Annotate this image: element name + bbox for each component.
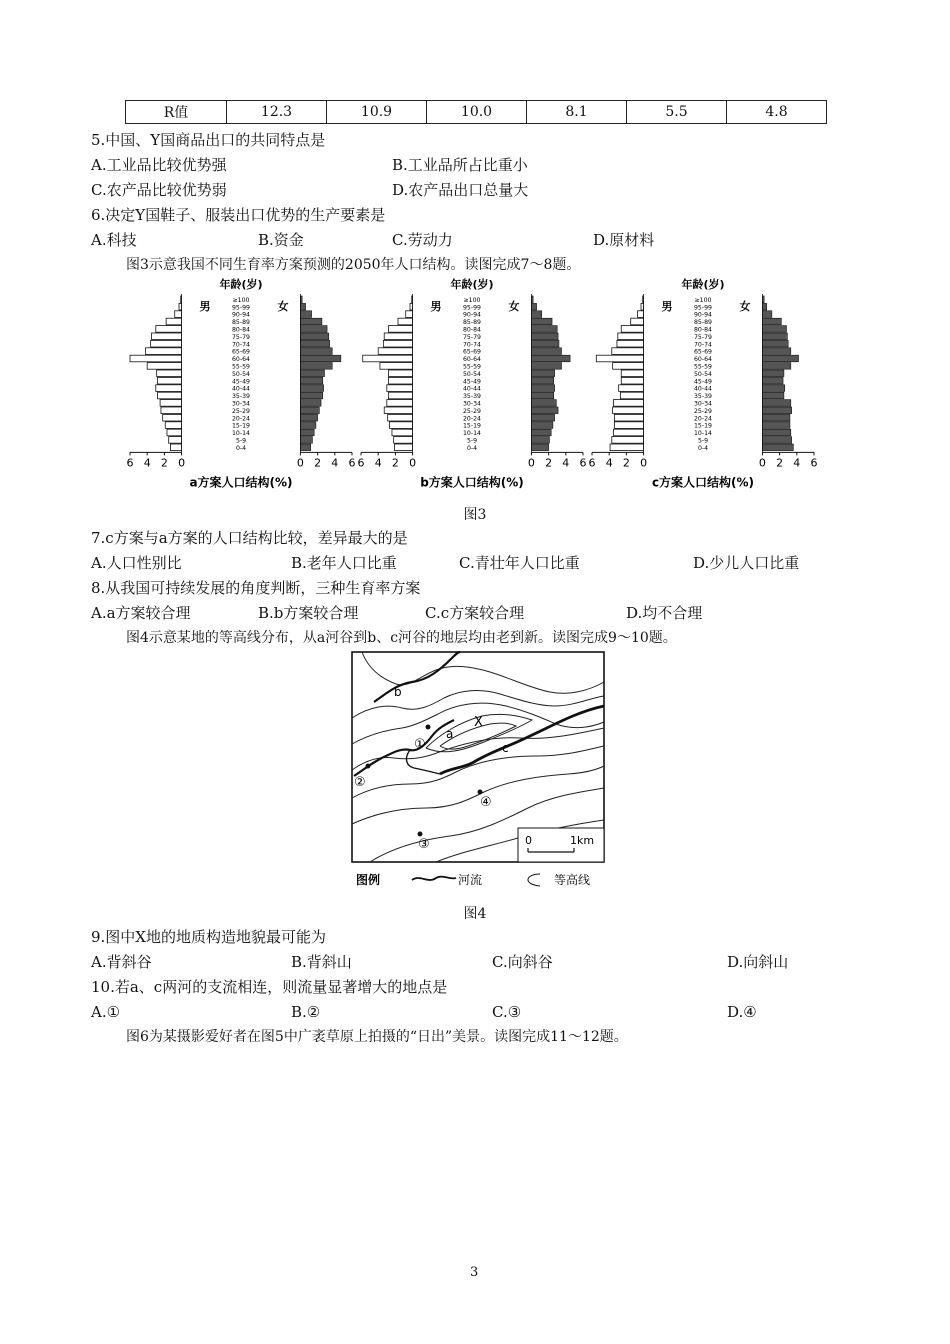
legend-river-symbol [412, 877, 456, 880]
male-bar [169, 437, 182, 444]
figure-6-intro: 图6为某摄影爱好者在图5中广袤草原上拍摄的“日出”美景。读图完成11～12题。 [126, 1029, 628, 1045]
question-10-stem: 10.若a、c两河的支流相连，则流量显著增大的地点是 [91, 978, 448, 996]
male-bar [158, 392, 182, 399]
male-bar [406, 311, 413, 318]
age-group-label: 80-84 [694, 326, 712, 334]
male-bar [158, 377, 182, 384]
q5-option-a: A.工业品比较优势强 [91, 156, 227, 174]
age-group-label: 0-4 [466, 444, 478, 452]
male-bar [384, 333, 412, 340]
q6-option-d: D.原材料 [593, 231, 655, 249]
r-cell: 5.5 [627, 101, 727, 124]
age-group-label: 55-59 [232, 363, 250, 371]
point-4-marker [478, 790, 483, 795]
female-bar [762, 326, 786, 333]
age-group-label: 0-4 [235, 444, 247, 452]
age-group-label: ≥100 [463, 296, 481, 304]
age-group-label: 25-29 [694, 407, 712, 415]
male-bar [151, 340, 182, 347]
q8-option-b: B.b方案较合理 [258, 604, 359, 622]
female-bar [300, 355, 340, 362]
figure-3-intro: 图3示意我国不同生育率方案预测的2050年人口结构。读图完成7～8题。 [126, 257, 581, 273]
female-bar [531, 400, 556, 407]
male-label: 男 [199, 300, 211, 313]
r-cell: 10.9 [327, 101, 427, 124]
x-tick-label: 2 [314, 456, 322, 470]
scale-km: 1km [570, 834, 595, 847]
female-bar [300, 363, 332, 370]
female-bar [762, 400, 790, 407]
male-bar [617, 340, 644, 347]
age-group-label: 0-4 [697, 444, 709, 452]
q9-option-b: B.背斜山 [291, 953, 352, 971]
x-tick-label: 6 [348, 456, 356, 470]
x-tick-label: 0 [296, 456, 304, 470]
female-bar [531, 422, 553, 429]
male-bar [388, 414, 413, 421]
male-bar [165, 422, 181, 429]
x-tick-label: 6 [126, 456, 134, 470]
female-label: 女 [739, 300, 751, 313]
x-tick-label: 2 [776, 456, 784, 470]
q6-option-b: B.资金 [258, 231, 304, 249]
table-row [126, 101, 827, 124]
q8-option-d: D.均不合理 [626, 604, 703, 622]
female-label: 女 [508, 300, 520, 313]
age-group-label: 20-24 [232, 415, 250, 423]
male-bar [156, 326, 182, 333]
age-group-label: 65-69 [463, 348, 481, 356]
female-bar [300, 348, 332, 355]
female-bar [762, 385, 784, 392]
r-cell: 8.1 [527, 101, 627, 124]
male-bar [157, 370, 182, 377]
female-bar [531, 377, 553, 384]
male-bar [167, 429, 182, 436]
age-axis-label: 年龄(岁) [219, 278, 263, 291]
age-group-label: 40-44 [463, 385, 481, 393]
female-bar [531, 355, 570, 362]
x-tick-label: 4 [331, 456, 339, 470]
male-bar [384, 407, 412, 414]
x-tick-label: 0 [758, 456, 766, 470]
age-group-label: 35-39 [694, 393, 712, 401]
q9-option-d: D.向斜山 [727, 953, 789, 971]
male-bar [614, 400, 644, 407]
female-bar [300, 370, 324, 377]
q6-option-c: C.劳动力 [392, 231, 453, 249]
age-group-label: 45-49 [463, 378, 481, 386]
age-group-label: 10-14 [232, 430, 250, 438]
female-bar [762, 437, 791, 444]
age-group-label: 20-24 [694, 415, 712, 423]
age-group-label: 85-89 [463, 319, 481, 327]
male-bar [160, 400, 182, 407]
age-axis-label: 年龄(岁) [450, 278, 494, 291]
age-group-label: ≥100 [694, 296, 712, 304]
age-group-label: 55-59 [694, 363, 712, 371]
female-bar [531, 414, 554, 421]
female-bar [762, 333, 787, 340]
male-bar [387, 385, 413, 392]
male-bar [612, 437, 644, 444]
male-bar [387, 400, 413, 407]
age-group-label: 85-89 [232, 319, 250, 327]
point-2-marker [366, 764, 371, 769]
male-bar [392, 429, 413, 436]
figure-4-caption: 图4 [463, 906, 487, 922]
page-number: 3 [470, 1265, 479, 1280]
label-point-3: ③ [418, 837, 430, 852]
age-group-label: 70-74 [463, 341, 481, 349]
r-cell: 4.8 [727, 101, 827, 124]
male-bar [389, 326, 413, 333]
male-bar [161, 407, 182, 414]
r-header-cell: R值 [126, 101, 227, 124]
female-bar [300, 377, 322, 384]
age-group-label: 60-64 [694, 356, 712, 364]
x-tick-label: 6 [588, 456, 596, 470]
pyramid-title: c方案人口结构(%) [651, 475, 755, 490]
q10-option-d: D.④ [727, 1003, 757, 1021]
female-bar [531, 437, 549, 444]
male-bar [618, 333, 644, 340]
age-group-label: 40-44 [232, 385, 250, 393]
male-bar [620, 392, 643, 399]
female-bar [762, 303, 766, 310]
age-group-label: 45-49 [232, 378, 250, 386]
age-group-label: 35-39 [232, 393, 250, 401]
age-group-label: 35-39 [463, 393, 481, 401]
female-bar [300, 311, 311, 318]
male-bar [163, 414, 182, 421]
q7-option-d: D.少儿人口比重 [693, 554, 800, 572]
age-group-label: 95-99 [463, 304, 481, 312]
age-group-label: 15-19 [232, 422, 250, 430]
male-bar [631, 318, 644, 325]
q7-option-c: C.青壮年人口比重 [459, 554, 580, 572]
female-bar [300, 429, 314, 436]
age-group-label: 25-29 [232, 407, 250, 415]
female-bar [300, 437, 312, 444]
age-group-label: 65-69 [694, 348, 712, 356]
q9-option-a: A.背斜谷 [91, 953, 152, 971]
female-bar [300, 407, 319, 414]
q8-option-a: A.a方案较合理 [91, 604, 191, 622]
x-tick-label: 2 [545, 456, 553, 470]
x-tick-label: 2 [622, 456, 630, 470]
x-tick-label: 0 [409, 456, 417, 470]
question-8-stem: 8.从我国可持续发展的角度判断，三种生育率方案 [91, 579, 421, 597]
q10-option-c: C.③ [492, 1003, 522, 1021]
female-bar [300, 414, 317, 421]
q5-option-c: C.农产品比较优势弱 [91, 181, 227, 199]
female-bar [531, 303, 536, 310]
female-bar [300, 422, 315, 429]
male-bar [145, 348, 181, 355]
age-group-label: 15-19 [694, 422, 712, 430]
male-bar [614, 429, 644, 436]
female-bar [762, 422, 790, 429]
x-tick-label: 4 [143, 456, 151, 470]
male-bar [614, 422, 643, 429]
female-bar [762, 311, 771, 318]
female-bar [300, 444, 310, 451]
female-bar [300, 303, 305, 310]
q5-option-d: D.农产品出口总量大 [392, 181, 529, 199]
age-group-label: 5-9 [235, 437, 247, 445]
female-bar [300, 340, 329, 347]
age-group-label: 85-89 [694, 319, 712, 327]
question-5-stem: 5.中国、Y国商品出口的共同特点是 [91, 131, 326, 149]
figure-3-caption: 图3 [463, 507, 487, 523]
q5-option-b: B.工业品所占比重小 [392, 156, 528, 174]
female-bar [531, 326, 557, 333]
male-bar [394, 437, 413, 444]
age-group-label: 50-54 [463, 370, 481, 378]
male-bar [378, 348, 412, 355]
age-group-label: 60-64 [463, 356, 481, 364]
male-bar [130, 355, 182, 362]
male-bar [166, 318, 181, 325]
age-group-label: 70-74 [694, 341, 712, 349]
pyramid-title: b方案人口结构(%) [420, 475, 524, 490]
female-bar [762, 414, 790, 421]
male-bar [621, 326, 643, 333]
age-group-label: 90-94 [232, 311, 250, 319]
female-bar [531, 340, 559, 347]
female-bar [762, 377, 783, 384]
label-a: a [446, 727, 454, 741]
r-cell: 12.3 [227, 101, 327, 124]
female-bar [300, 318, 322, 325]
age-group-label: 20-24 [463, 415, 481, 423]
x-tick-label: 2 [391, 456, 399, 470]
age-group-label: 50-54 [694, 370, 712, 378]
label-b: b [394, 685, 402, 699]
legend-title: 图例 [356, 873, 381, 887]
age-group-label: 65-69 [232, 348, 250, 356]
female-bar [300, 392, 322, 399]
q9-option-c: C.向斜谷 [492, 953, 553, 971]
age-group-label: 55-59 [463, 363, 481, 371]
x-tick-label: 4 [605, 456, 613, 470]
label-point-1: ① [414, 737, 426, 752]
point-3-marker [418, 832, 423, 837]
female-bar [531, 392, 553, 399]
figure-3-pyramids [110, 276, 840, 490]
male-bar [156, 385, 182, 392]
female-bar [531, 318, 552, 325]
female-bar [762, 370, 784, 377]
male-bar [363, 355, 413, 362]
question-9-stem: 9.图中X地的地质构造地貌最可能为 [91, 928, 326, 946]
age-group-label: 95-99 [232, 304, 250, 312]
q7-option-a: A.人口性别比 [91, 554, 182, 572]
male-bar [389, 392, 413, 399]
male-bar [152, 333, 182, 340]
figure-4-contour-map [340, 648, 620, 896]
male-bar [638, 311, 644, 318]
label-point-2: ② [354, 775, 366, 790]
age-group-label: 10-14 [463, 430, 481, 438]
legend-contour-symbol [528, 874, 540, 886]
female-bar [762, 355, 798, 362]
female-bar [531, 311, 541, 318]
male-bar [389, 377, 413, 384]
female-bar [762, 348, 790, 355]
question-6-stem: 6.决定Y国鞋子、服装出口优势的生产要素是 [91, 206, 386, 224]
age-axis-label: 年龄(岁) [681, 278, 725, 291]
age-group-label: 15-19 [463, 422, 481, 430]
male-bar [596, 355, 643, 362]
x-tick-label: 6 [357, 456, 365, 470]
male-bar [621, 370, 643, 377]
age-group-label: 50-54 [232, 370, 250, 378]
x-tick-label: 0 [640, 456, 648, 470]
q7-option-b: B.老年人口比重 [291, 554, 397, 572]
female-bar [531, 333, 558, 340]
x-tick-label: 2 [160, 456, 168, 470]
legend-contour-label: 等高线 [554, 873, 591, 887]
x-tick-label: 0 [178, 456, 186, 470]
male-bar [175, 311, 182, 318]
age-group-label: 80-84 [463, 326, 481, 334]
male-bar [610, 444, 644, 451]
female-bar [531, 348, 561, 355]
question-7-stem: 7.c方案与a方案的人口结构比较，差异最大的是 [91, 529, 408, 547]
female-bar [531, 444, 548, 451]
age-group-label: 5-9 [697, 437, 709, 445]
q6-option-a: A.科技 [91, 231, 137, 249]
age-group-label: 80-84 [232, 326, 250, 334]
label-x: X [474, 715, 483, 730]
female-bar [762, 363, 790, 370]
female-bar [762, 429, 790, 436]
age-group-label: 90-94 [463, 311, 481, 319]
scale-zero: 0 [525, 834, 532, 847]
female-bar [762, 407, 791, 414]
pyramid-title: a方案人口结构(%) [189, 475, 293, 490]
female-bar [762, 318, 781, 325]
female-label: 女 [277, 300, 289, 313]
male-label: 男 [430, 300, 442, 313]
x-tick-label: 6 [810, 456, 818, 470]
age-group-label: 40-44 [694, 385, 712, 393]
female-bar [762, 444, 793, 451]
q10-option-b: B.② [291, 1003, 321, 1021]
female-bar [531, 429, 551, 436]
female-bar [300, 333, 328, 340]
age-group-label: 30-34 [694, 400, 712, 408]
female-bar [300, 385, 323, 392]
male-bar [383, 340, 412, 347]
female-bar [531, 363, 561, 370]
x-tick-label: 6 [579, 456, 587, 470]
male-bar [613, 407, 644, 414]
age-group-label: ≥100 [232, 296, 250, 304]
male-bar [612, 348, 644, 355]
male-bar [398, 318, 413, 325]
age-group-label: 30-34 [232, 400, 250, 408]
male-bar [621, 377, 643, 384]
age-group-label: 25-29 [463, 407, 481, 415]
x-tick-label: 0 [527, 456, 535, 470]
label-point-4: ④ [480, 795, 492, 810]
male-bar [389, 422, 412, 429]
male-bar [147, 363, 181, 370]
male-label: 男 [661, 300, 673, 313]
female-bar [531, 407, 558, 414]
female-bar [300, 400, 321, 407]
male-bar [619, 385, 644, 392]
age-group-label: 45-49 [694, 378, 712, 386]
male-bar [389, 370, 413, 377]
age-group-label: 5-9 [466, 437, 478, 445]
age-group-label: 90-94 [694, 311, 712, 319]
figure-4-intro: 图4示意某地的等高线分布，从a河谷到b、c河谷的地层均由老到新。读图完成9～10题。 [126, 630, 677, 646]
male-bar [380, 363, 413, 370]
male-bar [613, 363, 644, 370]
q10-option-a: A.① [91, 1003, 121, 1021]
q8-option-c: C.c方案较合理 [425, 604, 525, 622]
r-value-table [125, 100, 827, 124]
age-group-label: 95-99 [694, 304, 712, 312]
male-bar [614, 414, 643, 421]
label-c: c [502, 741, 509, 755]
age-group-label: 75-79 [694, 333, 712, 341]
age-group-label: 30-34 [463, 400, 481, 408]
point-1-marker [426, 725, 431, 730]
r-cell: 10.0 [427, 101, 527, 124]
legend-river-label: 河流 [458, 873, 483, 887]
age-group-label: 60-64 [232, 356, 250, 364]
female-bar [762, 392, 784, 399]
age-group-label: 10-14 [694, 430, 712, 438]
male-bar [170, 444, 181, 451]
female-bar [531, 385, 554, 392]
age-group-label: 70-74 [232, 341, 250, 349]
male-bar [395, 444, 413, 451]
x-tick-label: 4 [793, 456, 801, 470]
female-bar [762, 340, 788, 347]
age-group-label: 75-79 [232, 333, 250, 341]
x-tick-label: 4 [374, 456, 382, 470]
female-bar [300, 326, 327, 333]
female-bar [531, 370, 554, 377]
age-group-label: 75-79 [463, 333, 481, 341]
x-tick-label: 4 [562, 456, 570, 470]
